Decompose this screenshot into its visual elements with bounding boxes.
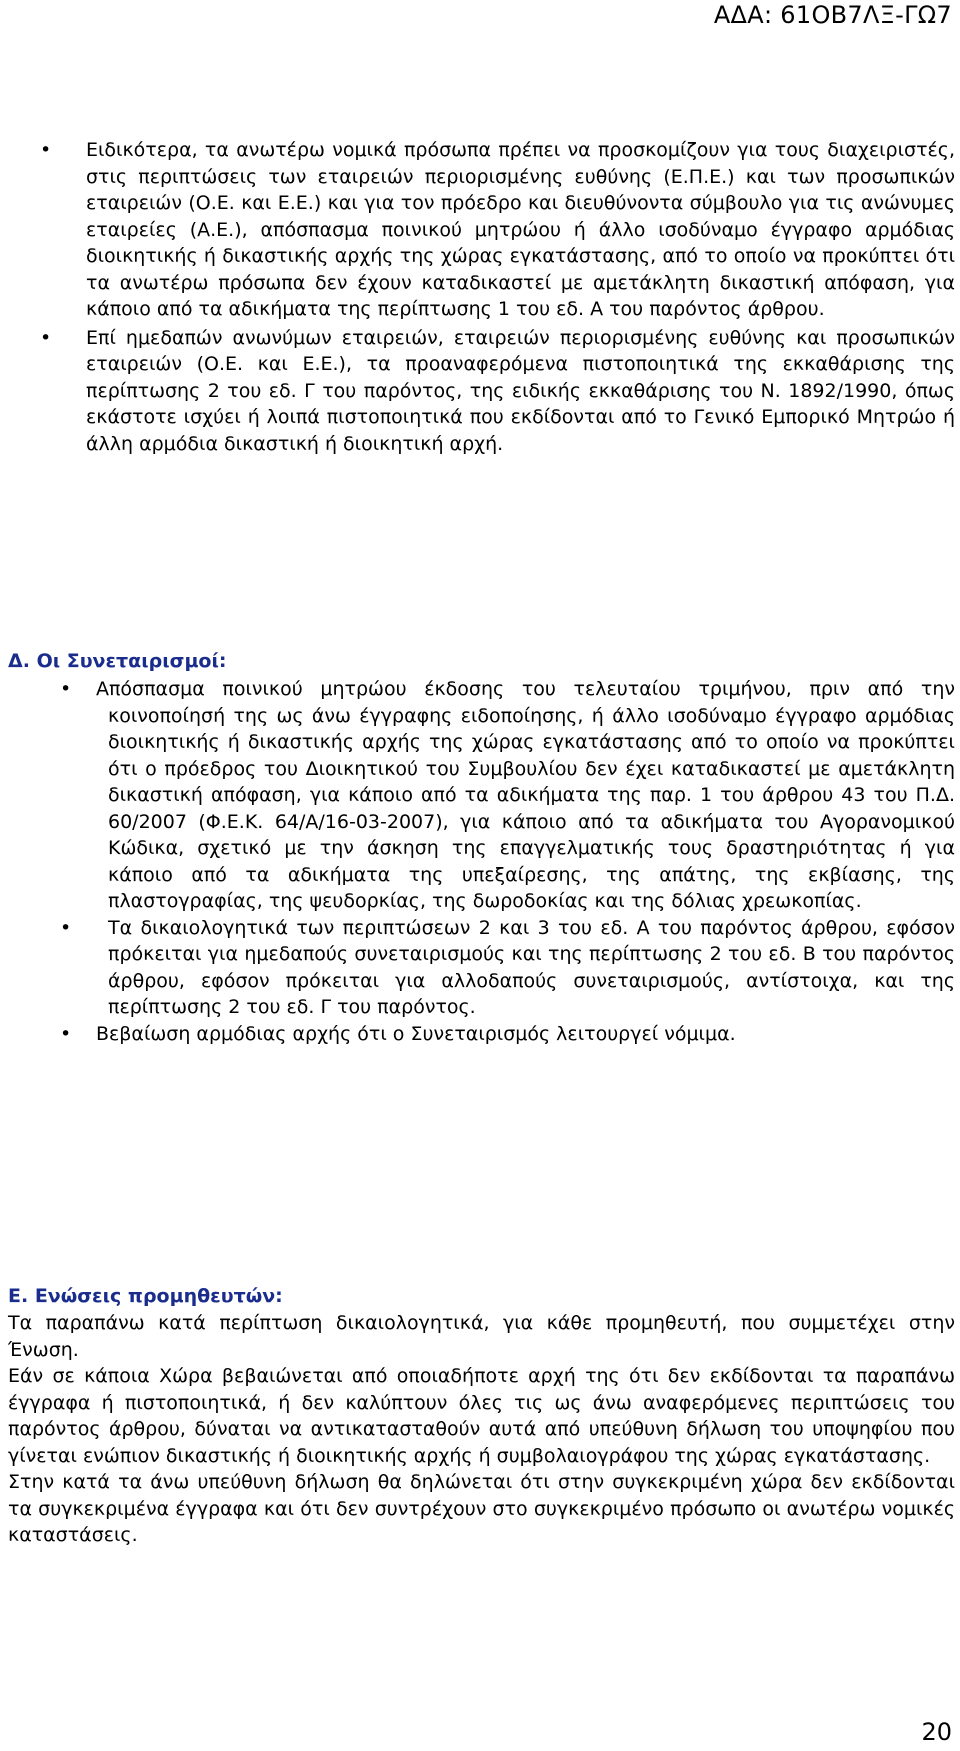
bullet-icon: • [60,1022,72,1045]
section-letter: Ε. [8,1285,29,1307]
list-item [60,676,955,915]
paragraph: Εάν σε κάποια Χώρα βεβαιώνεται από οποιαδήποτε αρχή της ότι δεν εκδίδονται τα παραπάνω έγγραφα ή πιστοποιητικά, ή δεν καλύπτουν όλες τις ως άνω αναφερόμενες περιπτώσεις του παρόντος άρθρου, δύναται να αντικατασταθούν αυτά από υπεύθυνη δήλωση του υποψηφίου που γίνεται ενώπιον δικαστικής ή διοικητικής αρχής ή συμβολαιογράφου της χώρας εγκατάστασης. [8,1365,955,1467]
list-item-text: Επί ημεδαπών ανωνύμων εταιρειών, εταιρειών περιορισμένης ευθύνης και προσωπικών εταιρειών (Ο.Ε. και Ε.Ε.), τα προαναφερόμενα πιστοποιητικά της εκκαθάρισης της περίπτωσης 2 του εδ. Γ του παρόντος, της ειδικής εκκαθάρισης του Ν. 1892/1990, όπως εκάστοτε ισχύει ή λοιπά πιστοποιητικά που εκδίδονται από το Γενικό Εμπορικό Μητρώο ή άλλη αρμόδια δικαστική ή διοικητική αρχή. [86,326,955,455]
list-item-text: Ειδικότερα, τα ανωτέρω νομικά πρόσωπα πρέπει να προσκομίζουν για τους διαχειριστές, στις περιπτώσεις των εταιρειών περιορισμένης ευθύνης (Ε.Π.Ε.) και των προσωπικών εταιρειών (Ο.Ε. και Ε.Ε.) και για τον πρόεδρο και διευθύνοντα σύμβουλο για τις ανώνυμες εταιρείες (Α.Ε.), απόσπασμα ποινικού μητρώου ή άλλο ισοδύναμο έγγραφο αρμόδιας διοικητικής ή δικαστικής αρχής της χώρας εγκατάστασης, από το οποίο να προκύπτει ότι τα ανωτέρω πρόσωπα δεν έχουν καταδικαστεί με αμετάκλητη δικαστική απόφαση, για κάποιο από τα αδικήματα της περίπτωσης 1 του εδ. Α του παρόντος άρθρου. [86,139,955,320]
bullet-icon: • [60,678,72,700]
cooperatives-requirements-list [60,676,955,1047]
list-item [40,137,955,323]
list-item [40,325,955,458]
document-code: ΑΔΑ: 61ΟΒ7ΛΞ-ΓΩ7 [713,1,952,29]
paragraph: Τα παραπάνω κατά περίπτωση δικαιολογητικά, για κάθε προμηθευτή, που συμμετέχει στην Ένωση. [8,1312,955,1361]
section-heading-supplier-unions [8,1283,283,1310]
section-title: Οι Συνεταιρισμοί: [36,650,227,672]
paragraph: Στην κατά τα άνω υπεύθυνη δήλωση θα δηλώνεται ότι στην συγκεκριμένη χώρα δεν εκδίδονται τα συγκεκριμένα έγγραφα και ότι δεν συντρέχουν στο συγκεκριμένο πρόσωπο οι ανωτέρω νομικές καταστάσεις. [8,1471,955,1546]
bullet-icon: • [40,326,52,349]
section-title: Ενώσεις προμηθευτών: [34,1285,283,1307]
section-heading-cooperatives [8,648,226,675]
list-item [60,915,955,1021]
list-item-text: Βεβαίωση αρμόδιας αρχής ότι ο Συνεταιρισμός λειτουργεί νόμιμα. [96,1022,736,1045]
list-item-text: Απόσπασμα ποινικού μητρώου έκδοσης του τελευταίου τριμήνου, πριν από την κοινοποίησή της ως άνω έγγραφης ειδοποίησης, ή άλλο ισοδύναμο έγγραφο αρμόδιας διοικητικής ή δικαστικής αρχής της χώρας εγκατάστασης από το οποίο να προκύπτει ότι ο πρόεδρος του Διοικητικού του Συμβουλίου δεν έχει καταδικαστεί με αμετάκλητη δικαστική απόφαση, για κάποιο από τα αδικήματα της παρ. 1 του άρθρου 43 του Π.Δ. 60/2007 (Φ.Ε.Κ. 64/Α/16-03-2007), για κάποιο από τα αδικήματα του Αγορανομικού Κώδικα, σχετικό με την άσκηση της επαγγελματικής τους δραστηριότητας ή για κάποιο από τα αδικήματα της υπεξαίρεσης, της απάτης, της εκβίασης, της πλαστογραφίας, της ψευδορκίας, της δωροδοκίας και της δόλιας χρεωκοπίας. [96,678,955,912]
list-item-text: Τα δικαιολογητικά των περιπτώσεων 2 και 3 του εδ. Α του παρόντος άρθρου, εφόσον πρόκειται για ημεδαπούς συνεταιρισμούς και της περίπτωσης 2 του εδ. Β του παρόντος άρθρου, εφόσον πρόκειται για αλλοδαπούς συνεταιρισμούς, αντίστοιχα, και της περίπτωσης 2 του εδ. Γ του παρόντος. [108,916,955,1018]
bullet-icon: • [40,139,52,161]
supplier-unions-body [8,1310,955,1549]
bullet-icon: • [60,916,72,939]
section-letter: Δ. [8,650,30,672]
list-item [60,1021,955,1048]
page-number: 20 [921,1718,952,1746]
requirements-list [40,137,955,457]
